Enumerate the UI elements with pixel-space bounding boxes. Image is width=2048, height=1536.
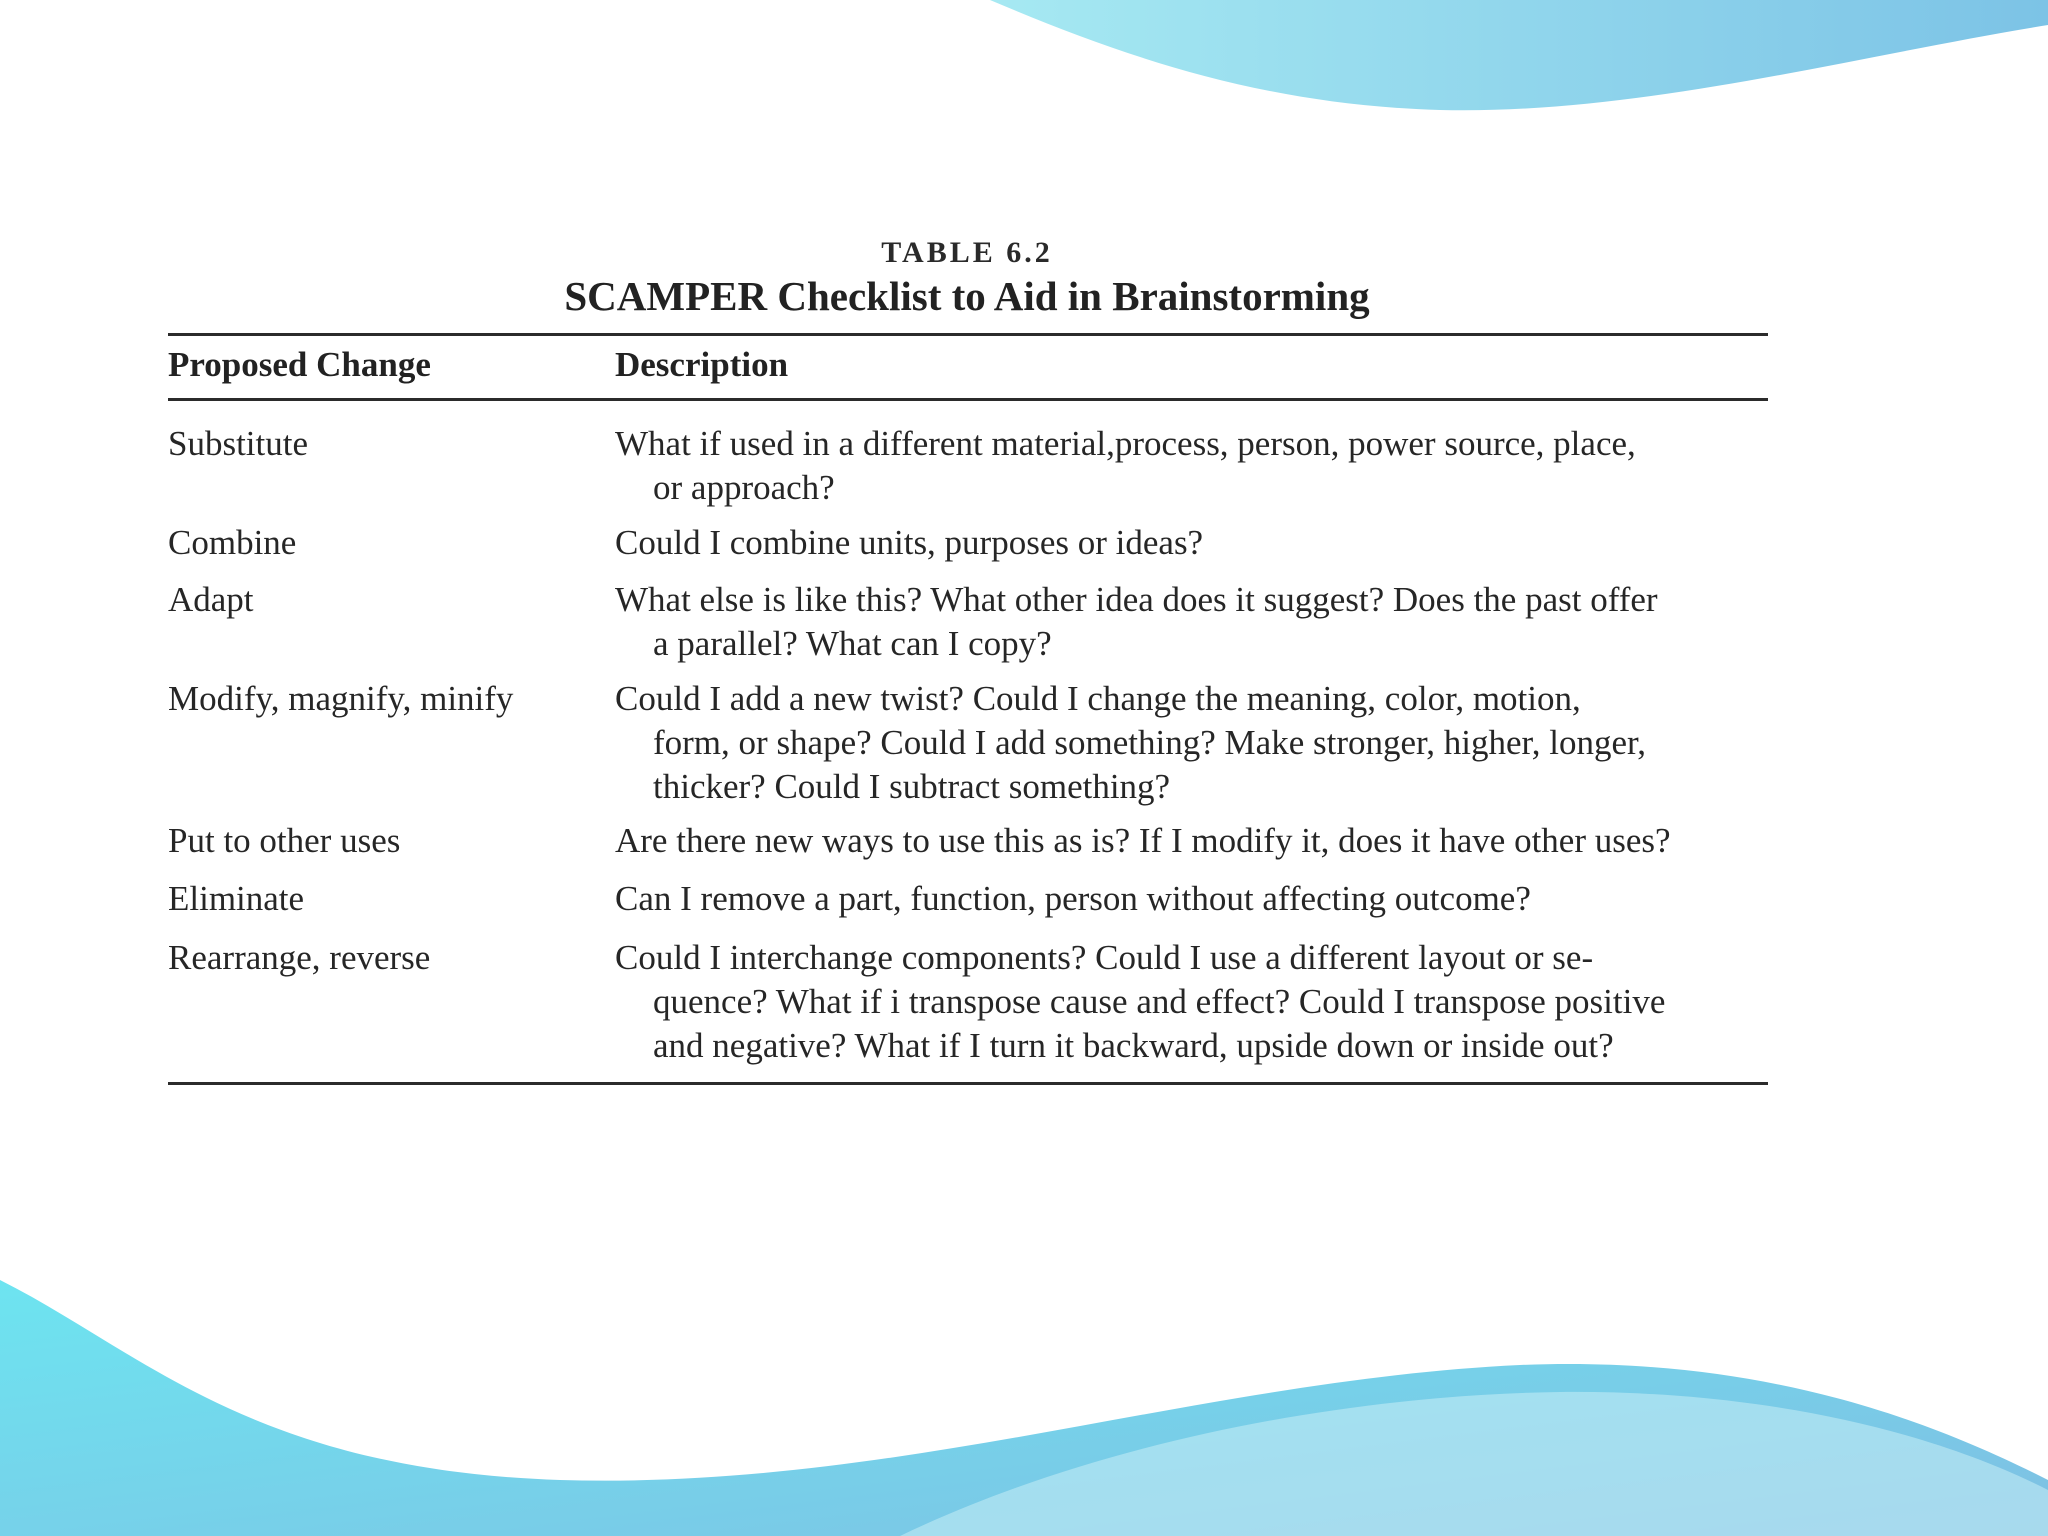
description-line: a parallel? What can I copy? — [653, 624, 1052, 663]
row-description-eliminate — [615, 877, 1775, 921]
table-title: SCAMPER Checklist to Aid in Brainstorming — [564, 273, 1370, 319]
row-description-substitute — [615, 422, 1775, 510]
column-header-description: Description — [615, 345, 789, 384]
row-description-modify — [615, 677, 1775, 809]
row-change-put-to-other-uses: Put to other uses — [168, 821, 401, 860]
description-line: or approach? — [653, 468, 835, 507]
table-document — [102, 222, 1832, 1110]
description-line: Could I interchange components? Could I use a different layout or se- — [615, 938, 1594, 977]
table-header-rule — [168, 398, 1768, 401]
description-line: Could I add a new twist? Could I change the meaning, color, motion, — [615, 679, 1581, 718]
row-description-combine — [615, 521, 1775, 565]
row-description-rearrange — [615, 936, 1775, 1068]
column-header-proposed-change: Proposed Change — [168, 345, 431, 384]
table-top-rule — [168, 333, 1768, 336]
table-bottom-rule — [168, 1082, 1768, 1085]
description-line: Can I remove a part, function, person without affecting outcome? — [615, 879, 1531, 918]
row-change-substitute: Substitute — [168, 424, 309, 463]
description-line: thicker? Could I subtract something? — [653, 767, 1171, 806]
description-line: What if used in a different material,process, person, power source, place, — [615, 424, 1636, 463]
description-line: form, or shape? Could I add something? Make stronger, higher, longer, — [653, 723, 1647, 762]
description-line: Are there new ways to use this as is? If I modify it, does it have other uses? — [615, 821, 1671, 860]
row-description-put-to-other-uses — [615, 819, 1775, 863]
row-change-combine: Combine — [168, 523, 297, 562]
row-description-adapt — [615, 578, 1775, 666]
row-change-adapt: Adapt — [168, 580, 254, 619]
row-change-modify: Modify, magnify, minify — [168, 679, 514, 718]
table-number: TABLE 6.2 — [881, 236, 1053, 269]
top-right-wave — [990, 0, 2048, 110]
description-line: quence? What if i transpose cause and effect? Could I transpose positive — [653, 982, 1666, 1021]
row-change-rearrange: Rearrange, reverse — [168, 938, 431, 977]
description-line: and negative? What if I turn it backward, upside down or inside out? — [653, 1026, 1614, 1065]
row-change-eliminate: Eliminate — [168, 879, 305, 918]
description-line: What else is like this? What other idea does it suggest? Does the past offer — [615, 580, 1658, 619]
description-line: Could I combine units, purposes or ideas? — [615, 523, 1204, 562]
